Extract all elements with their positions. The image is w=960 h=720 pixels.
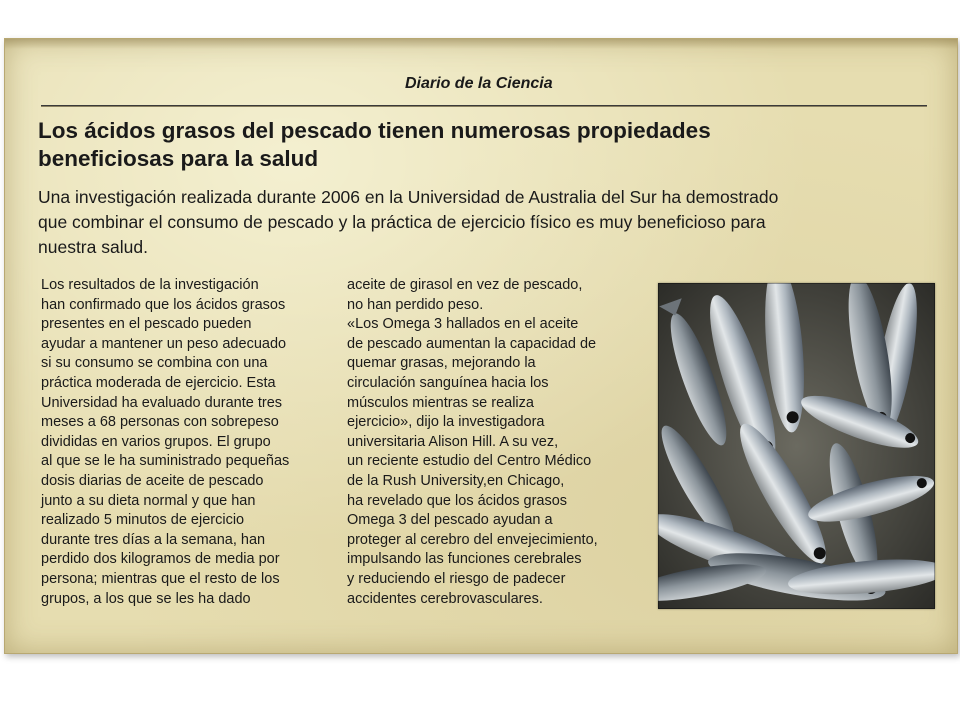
column-line: han confirmado que los ácidos grasos <box>41 296 286 313</box>
column-line: y reduciendo el riesgo de padecer <box>347 570 566 587</box>
column-line: ha revelado que los ácidos grasos <box>347 492 568 509</box>
subhead-line: que combinar el consumo de pescado y la práctica de ejercicio físico es muy beneficioso para <box>38 212 766 232</box>
newspaper-clipping <box>4 38 958 654</box>
article-column-2 <box>347 276 647 609</box>
column-line: impulsando las funciones cerebrales <box>347 551 582 568</box>
column-line: junto a su dieta normal y que han <box>41 492 256 509</box>
masthead-title: Diario de la Ciencia <box>405 75 553 92</box>
column-line: no han perdido peso. <box>347 296 484 313</box>
masthead-divider <box>41 105 927 107</box>
column-line: de pescado aumentan la capacidad de <box>347 335 597 352</box>
column-line: quemar grasas, mejorando la <box>347 355 536 372</box>
column-line: aceite de girasol en vez de pescado, <box>347 277 583 293</box>
column-line: ejercicio», dijo la investigadora <box>347 414 545 431</box>
headline-line: Los ácidos grasos del pescado tienen numerosas propiedades <box>38 118 711 143</box>
subhead-line: nuestra salud. <box>38 237 148 257</box>
column-line: músculos mientras se realiza <box>347 394 534 411</box>
column-line: práctica moderada de ejercicio. Esta <box>41 374 276 391</box>
fish-photo <box>658 283 935 609</box>
column-line: universitaria Alison Hill. A su vez, <box>347 433 559 450</box>
article-headline <box>38 117 898 173</box>
column-line: dosis diarias de aceite de pescado <box>41 472 264 489</box>
column-line: perdido dos kilogramos de media por <box>41 551 280 568</box>
sardines-illustration <box>658 283 935 609</box>
column-line: meses a 68 personas con sobrepeso <box>41 414 279 431</box>
column-line: circulación sanguínea hacia los <box>347 374 549 391</box>
column-line: proteger al cerebro del envejecimiento, <box>347 531 598 548</box>
column-line: accidentes cerebrovasculares. <box>347 590 543 607</box>
column-line: realizado 5 minutos de ejercicio <box>41 512 245 529</box>
subhead-line: Una investigación realizada durante 2006 en la Universidad de Australia del Sur ha demostrado <box>38 187 779 207</box>
column-line: presentes en el pescado pueden <box>41 316 252 333</box>
column-line: Omega 3 del pescado ayudan a <box>347 512 553 529</box>
column-line: Universidad ha evaluado durante tres <box>41 394 283 411</box>
column-line: grupos, a los que se les ha dado <box>41 590 251 607</box>
column-line: «Los Omega 3 hallados en el aceite <box>347 316 579 333</box>
column-line: de la Rush University,en Chicago, <box>347 472 565 489</box>
column-line: divididas en varios grupos. El grupo <box>41 433 271 450</box>
column-line: si su consumo se combina con una <box>41 355 268 372</box>
column-line: un reciente estudio del Centro Médico <box>347 453 592 470</box>
column-line: al que se le ha suministrado pequeñas <box>41 453 290 470</box>
article-column-1 <box>41 276 341 609</box>
headline-line: beneficiosas para la salud <box>38 146 319 171</box>
column-line: ayudar a mantener un peso adecuado <box>41 335 287 352</box>
article-subheading <box>38 185 928 260</box>
column-line: persona; mientras que el resto de los <box>41 570 280 587</box>
column-line: Los resultados de la investigación <box>41 277 259 293</box>
column-line: durante tres días a la semana, han <box>41 531 266 548</box>
